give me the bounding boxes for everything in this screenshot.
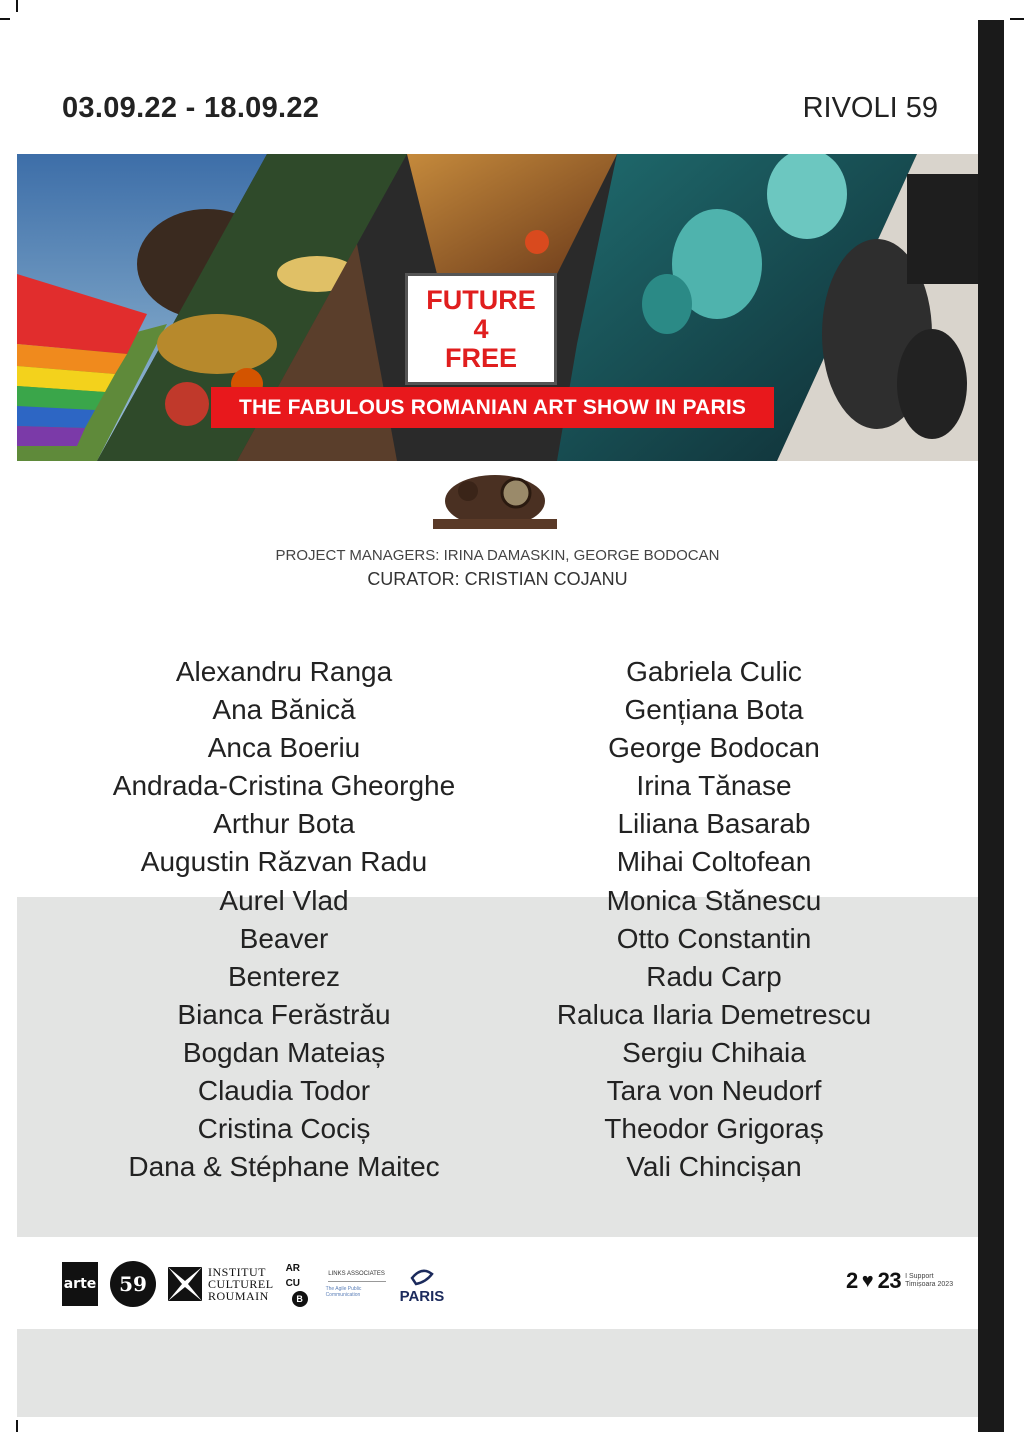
paris-text: PARIS — [399, 1287, 445, 1305]
project-managers: PROJECT MANAGERS: IRINA DAMASKIN, GEORGE BODOCAN — [275, 547, 720, 564]
artist-name: Cristina Cociș — [197, 1113, 371, 1145]
artist-name: Mihai Coltofean — [616, 846, 812, 878]
arcub-b-dot: B — [292, 1291, 308, 1307]
institut-culturel-roumain-logo — [168, 1266, 274, 1302]
artist-name: Radu Carp — [646, 960, 782, 992]
artist-name: Beaver — [239, 922, 329, 954]
icr-line: INSTITUT — [208, 1265, 266, 1279]
icr-text — [208, 1266, 274, 1302]
arcub-letters: CU — [285, 1277, 301, 1289]
artist-list-left — [70, 653, 498, 1186]
lab-title: LINKS ASSOCIATES — [328, 1270, 385, 1277]
artist-name: Gabriela Culic — [626, 656, 802, 687]
exhibition-dates: 03.09.22 - 18.09.22 — [62, 92, 320, 124]
artist-name: Raluca Ilaria Demetrescu — [556, 998, 872, 1030]
crop-mark — [16, 0, 18, 12]
rivoli-59-logo: 59 — [110, 1261, 156, 1307]
curator: CURATOR: CRISTIAN COJANU — [367, 569, 628, 589]
venue-name: RIVOLI 59 — [802, 92, 938, 124]
timisoara-2023-logo — [846, 1268, 953, 1294]
icr-line: ROUMAIN — [208, 1289, 269, 1303]
paris-ship-icon — [408, 1264, 436, 1286]
artist-name: Bogdan Mateiaș — [182, 1036, 386, 1068]
arte-logo: arte — [62, 1262, 98, 1306]
artist-list-right — [500, 653, 928, 1186]
artist-name: Benterez — [227, 960, 341, 992]
timisoara-subtext — [905, 1273, 953, 1289]
artist-name: Sergiu Chihaia — [622, 1036, 806, 1068]
artist-name: Monica Stănescu — [606, 884, 822, 916]
sculpture-image — [428, 461, 562, 539]
crop-mark — [0, 18, 10, 20]
icr-emblem-icon — [168, 1267, 202, 1301]
year-digits: 23 — [877, 1268, 902, 1293]
logo-word-future: FUTURE — [426, 284, 536, 315]
artist-name: Gențiana Bota — [624, 694, 804, 726]
future-4-free-logo — [405, 273, 557, 385]
artist-name: Claudia Todor — [197, 1075, 371, 1107]
arcub-fill — [301, 1276, 314, 1290]
artist-name: Vali Chincișan — [626, 1151, 802, 1183]
crop-mark — [16, 1420, 18, 1432]
arcub-fill — [301, 1261, 314, 1275]
heart-icon: ♥ — [861, 1269, 874, 1292]
artist-name: Theodor Grigoraș — [604, 1113, 824, 1145]
year-digit: 2 — [846, 1268, 858, 1293]
sponsor-logos — [62, 1258, 444, 1310]
lab-divider — [328, 1281, 386, 1282]
artist-name: Andrada-Cristina Gheorghe — [112, 770, 456, 802]
logo-word-4: 4 — [473, 313, 489, 344]
subtext-line: Timișoara 2023 — [905, 1281, 954, 1288]
crop-mark — [1010, 18, 1024, 20]
artist-name: Irina Tănase — [636, 770, 792, 802]
artist-name: Bianca Ferăstrău — [177, 998, 391, 1030]
artwork-collage-banner — [17, 154, 978, 461]
page-edge-bar — [978, 20, 1004, 1432]
artist-name: Augustin Răzvan Radu — [140, 846, 428, 878]
icr-line: CULTUREL — [208, 1277, 274, 1291]
artist-name: Dana & Stéphane Maitec — [128, 1151, 440, 1183]
artist-name: Ana Bănică — [212, 694, 356, 726]
artist-name: Aurel Vlad — [219, 884, 349, 916]
artist-name: Liliana Basarab — [617, 808, 811, 840]
artist-name: Tara von Neudorf — [606, 1075, 822, 1107]
artist-name: Arthur Bota — [213, 808, 355, 840]
subtext-line: I Support — [905, 1273, 934, 1280]
arcub-logo — [286, 1261, 314, 1307]
show-tagline-ribbon: THE FABULOUS ROMANIAN ART SHOW IN PARIS — [211, 387, 774, 428]
artist-name: Alexandru Ranga — [175, 656, 393, 687]
artist-name: Anca Boeriu — [207, 732, 361, 764]
paris-logo — [400, 1264, 445, 1305]
logo-word-free: FREE — [444, 342, 517, 373]
links-associates-logo — [326, 1271, 388, 1298]
artist-name: George Bodocan — [608, 732, 820, 764]
lab-subtitle: The Agile Public Communication — [325, 1285, 362, 1298]
artist-name: Otto Constantin — [616, 922, 812, 954]
arcub-letters: AR — [285, 1262, 301, 1274]
